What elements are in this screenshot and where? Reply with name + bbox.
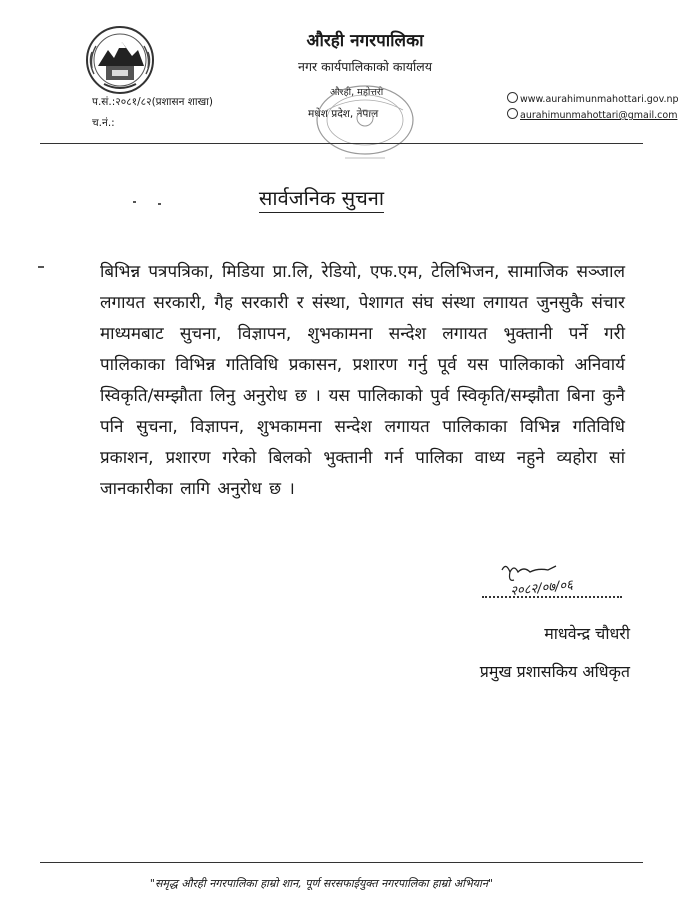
office-name: नगर कार्यपालिकाको कार्यालय <box>298 59 432 74</box>
notice-title <box>0 184 643 211</box>
municipality-logo <box>82 22 158 98</box>
signature-line <box>482 596 622 598</box>
website-contact <box>507 92 679 105</box>
reference-number: प.सं.:२०८१/८२(प्रशासन शाखा) <box>92 96 214 108</box>
notice-title-text: सार्वजनिक सुचना <box>259 186 384 213</box>
email-contact <box>507 108 677 121</box>
address-line-2: मधेश प्रदेश, नेपाल <box>308 108 379 120</box>
dispatch-number: च.नं.: <box>92 117 115 129</box>
scan-speck <box>38 266 44 268</box>
email-icon <box>507 108 518 119</box>
signature-date: २०८२/०७/०६ <box>509 577 574 600</box>
signatory-designation: प्रमुख प्रशासकिय अधिकृत <box>479 662 630 681</box>
footer-divider <box>40 862 643 863</box>
email-text: aurahimunmahottari@gmail.com <box>520 110 678 121</box>
notice-body: बिभिन्न पत्रपत्रिका, मिडिया प्रा.लि, रेडियो, एफ.एम, टेलिभिजन, सामाजिक सञ्जाल लगायत सरकारी, गैह सरकारी र संस्था, पेशागत संघ संस्था लगायत जुनसुकै संचार माध्यमबाट सुचना, विज्ञापन, शुभकामना सन्देश लगायत भुक्तानी पर्ने गरी पालिकाका विभिन्न गतिविधि प्रकासन, प्रशारण गर्नु पूर्व यस पालिकाको अनिवार्य स्विकृति/सम्झौता लिनु अनुरोध छ । यस पालिकाको पुर्व स्विकृति/सम्झौता बिना कुनै पनि सुचना, विज्ञापन, शुभकामना सन्देश लगायत पालिकाका विभिन्न गतिविधि प्रकाशन, प्रशारण गरेको बिलको भुक्तानी गर्न पालिका वाध्य नहुने व्यहोरा सां जानकारीका लागि अनुरोध छ । <box>100 262 625 499</box>
globe-icon <box>507 92 518 103</box>
office-seal-stamp <box>305 80 425 172</box>
address-line-1: औरही, महोत्तरी <box>330 87 384 98</box>
header-divider <box>40 143 643 144</box>
signatory-name: माधवेन्द्र चौधरी <box>544 624 630 643</box>
website-text: www.aurahimunmahottari.gov.np <box>520 94 679 105</box>
org-name: औरही नगरपालिका <box>306 31 424 51</box>
footer-motto: "समृद्ध औरही नगरपालिका हाम्रो शान, पूर्ण सरसफाईयुक्त नगरपालिका हाम्रो अभियान" <box>149 877 494 890</box>
